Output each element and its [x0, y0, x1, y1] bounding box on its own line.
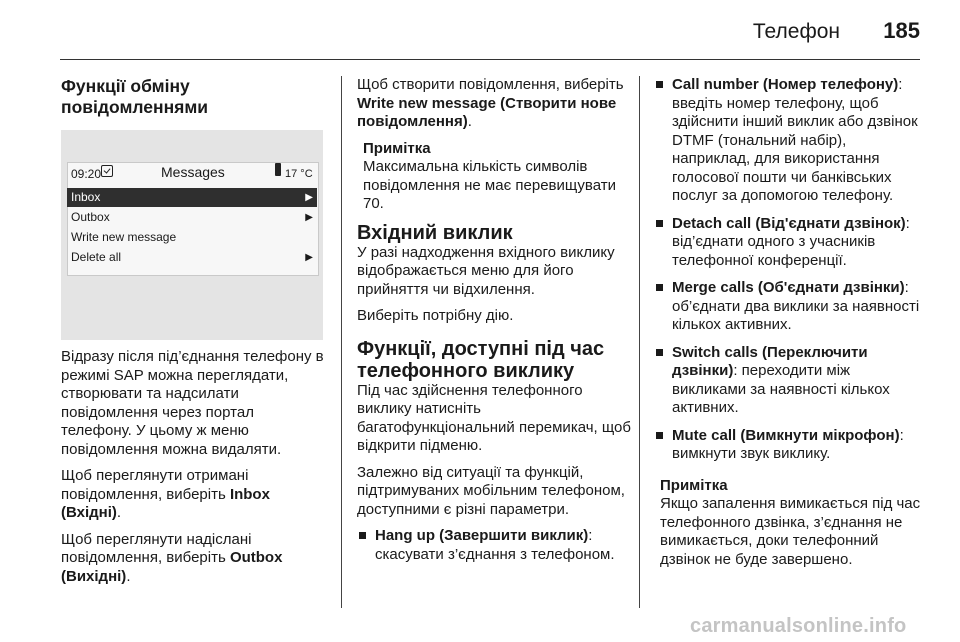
- bullet-hang-up: Hang up (Завершити виклик): скасувати з’єднання з телефоном.: [357, 527, 631, 564]
- message-check-icon: [101, 165, 113, 177]
- chevron-right-icon: ▶: [305, 212, 313, 223]
- column-divider: [341, 76, 342, 608]
- section-heading-incoming-call: Вхідний виклик: [357, 221, 513, 244]
- section-heading-messaging: Функції обміну повідомленнями: [61, 76, 209, 117]
- header-rule: [60, 59, 920, 60]
- bullet-square-icon: [656, 432, 663, 439]
- section-heading-during-call: Функції, доступні під час телефонного виклику: [357, 337, 605, 382]
- bullet-mute-call: Mute call (Вимкнути мікрофон): вимкнути звук виклику.: [654, 427, 922, 464]
- note-title: Примітка: [660, 476, 728, 494]
- menu-item-inbox[interactable]: Inbox ▶: [67, 188, 317, 207]
- note-block-ignition: [654, 477, 922, 570]
- menu-item-delete-all[interactable]: Delete all ▶: [67, 248, 317, 267]
- column-divider: [639, 76, 640, 608]
- menu-item-outbox[interactable]: Outbox ▶: [67, 208, 317, 227]
- bullet-call-number: Call number (Номер телефону): введіть номер телефону, щоб здійснити інший виклик або дзвінок DTMF (тональний набір), наприклад, для використання голосової пошти чи банківських послуг за допомогою телефону.: [654, 76, 922, 206]
- paragraph-incoming-call: У разі надходження вхідного виклику відображається меню для його прийняття чи відхилення.: [357, 243, 615, 298]
- paragraph-choose-action: Виберіть потрібну дію.: [357, 307, 514, 324]
- screen-status-bar: [67, 160, 317, 182]
- page-title: Телефон: [752, 20, 840, 43]
- display-screenshot: [61, 130, 323, 340]
- bullet-square-icon: [656, 81, 663, 88]
- menu-item-write-new-message[interactable]: Write new message: [71, 230, 177, 244]
- paragraph-inbox: Щоб переглянути отримані повідомлення, виберіть Inbox (Вхідні).: [61, 467, 270, 521]
- page-header: [0, 0, 960, 58]
- paragraph-during-call-2: Залежно від ситуації та функцій, підтримуваних мобільним телефоном, доступними є різні параметри.: [357, 463, 625, 518]
- chevron-right-icon: ▶: [305, 192, 313, 203]
- watermark: carmanualsonline.info: [690, 615, 907, 637]
- bullet-square-icon: [656, 349, 663, 356]
- bullet-merge-calls: Merge calls (Об'єднати дзвінки): об’єднати два виклики за наявності кількох активних.: [654, 279, 922, 335]
- column-1: [61, 76, 327, 586]
- paragraph-outbox: Щоб переглянути надіслані повідомлення, виберіть Outbox (Вихідні).: [61, 530, 283, 585]
- bullet-square-icon: [656, 284, 663, 291]
- note-text: Якщо запалення вимикається під час телефонного дзвінка, з’єднання не вимикається, доки телефонний дзвінок не буде завершено.: [660, 495, 921, 568]
- chevron-right-icon: ▶: [305, 252, 313, 263]
- bullet-switch-calls: Switch calls (Переключити дзвінки): переходити між викликами за наявності кількох активних.: [654, 344, 922, 418]
- page-number: 185: [883, 18, 920, 43]
- bullet-detach-call: Detach call (Від'єднати дзвінок): від’єднати одного з учасників телефонної конференції.: [654, 215, 922, 271]
- column-3: [654, 76, 922, 569]
- bullet-square-icon: [359, 532, 366, 539]
- note-text: Максимальна кількість символів повідомлення не має перевищувати 70.: [363, 158, 616, 212]
- screen-time: 09:20: [71, 167, 102, 181]
- column-2: [357, 76, 631, 573]
- paragraph-during-call-1: Під час здійснення телефонного виклику натисніть багатофункціональний перемикач, щоб відкрити підменю.: [357, 381, 631, 454]
- note-title: Примітка: [363, 139, 431, 157]
- phone-icon: [275, 163, 281, 176]
- note-block: [357, 140, 631, 214]
- paragraph-sap-intro: Відразу після під’єднання телефону в режимі SAP можна переглядати, створювати та надсилати повідомлення через портал телефону. У цьому ж меню повідомлення можна видаляти.: [61, 348, 324, 458]
- screen-temperature: 17 °C: [285, 168, 313, 180]
- screen-title: Messages: [161, 164, 225, 180]
- paragraph-write-message: Щоб створити повідомлення, виберіть Write new message (Створити нове повідомлення).: [357, 76, 624, 130]
- bullet-square-icon: [656, 220, 663, 227]
